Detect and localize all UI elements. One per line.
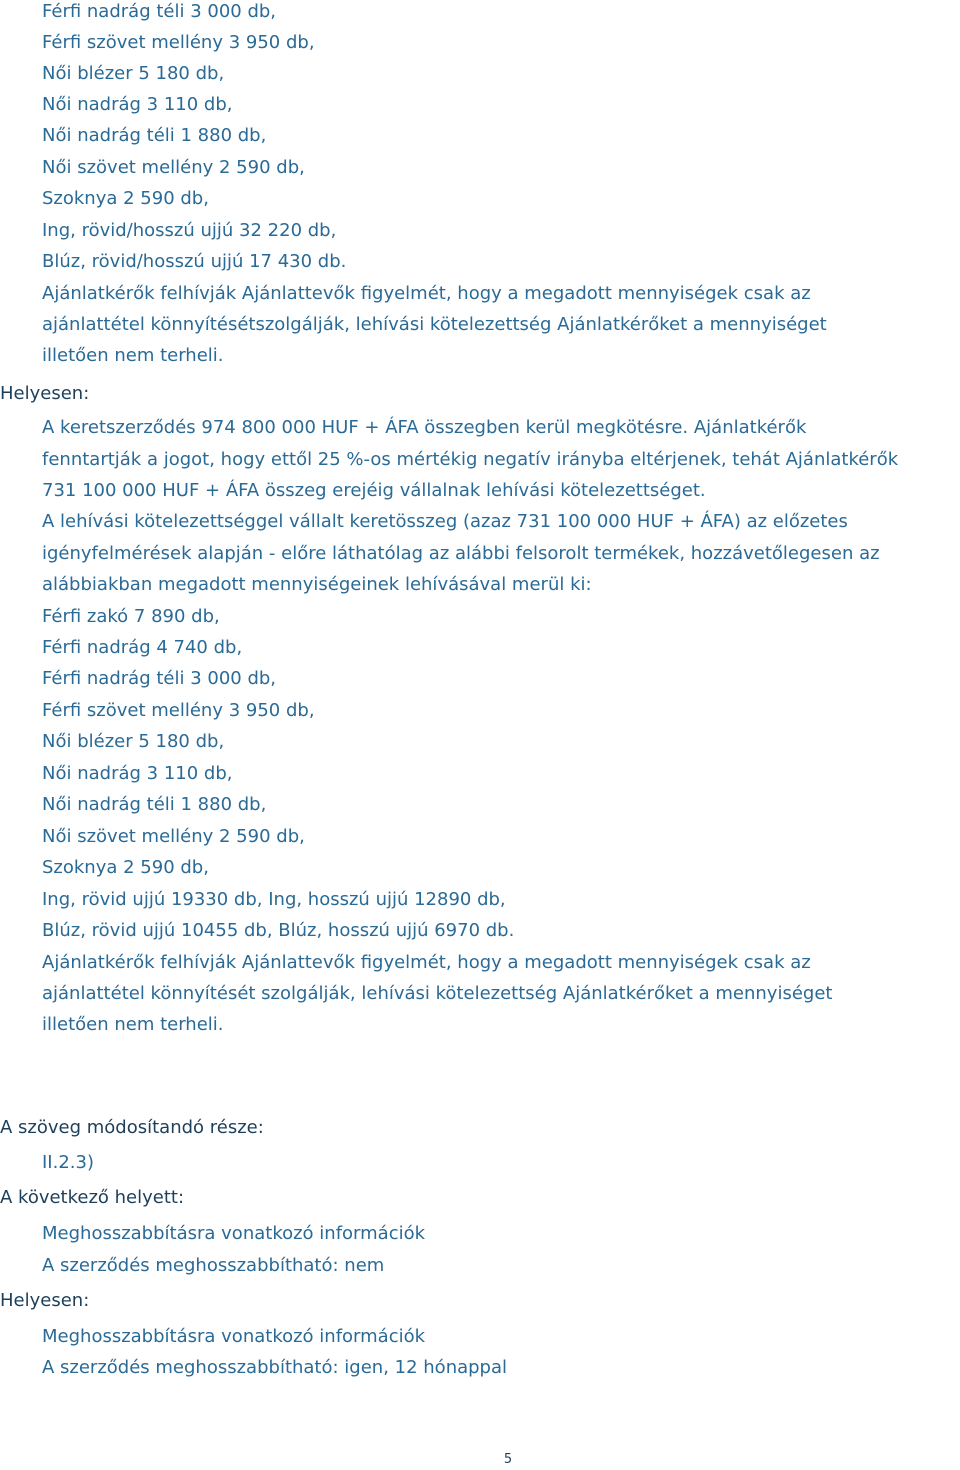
correct-line: A szerződés meghosszabbítható: igen, 12 hónappal [42, 1357, 508, 1378]
notice-line: Ajánlatkérők felhívják Ajánlattevők figyelmét, hogy a megadott mennyiségek csak az [42, 283, 811, 304]
section-label-modify: A szöveg módosítandó része: [0, 1117, 264, 1138]
paragraph-line: igényfelmérések alapján - előre láthatólag az alábbi felsorolt termékek, hozzávetőlegesen az [42, 543, 880, 564]
list-item: Férfi szövet mellény 3 950 db, [42, 700, 315, 721]
list-item: Blúz, rövid ujjú 10455 db, Blúz, hosszú ujjú 6970 db. [42, 920, 515, 941]
list-item: Férfi zakó 7 890 db, [42, 606, 220, 627]
list-item: Blúz, rövid/hosszú ujjú 17 430 db. [42, 251, 347, 272]
instead-line: Meghosszabbításra vonatkozó információk [42, 1223, 426, 1244]
list-item: Szoknya 2 590 db, [42, 857, 209, 878]
notice-line: Ajánlatkérők felhívják Ajánlattevők figyelmét, hogy a megadott mennyiségek csak az [42, 952, 811, 973]
list-item: Ing, rövid/hosszú ujjú 32 220 db, [42, 220, 337, 241]
paragraph-line: fenntartják a jogot, hogy ettől 25 %-os mértékig negatív irányba eltérjenek, tehát Ajánlatkérők [42, 449, 899, 470]
paragraph-line: A keretszerződés 974 800 000 HUF + ÁFA összegben kerül megkötésre. Ajánlatkérők [42, 417, 807, 438]
notice-line: illetően nem terheli. [42, 345, 224, 366]
list-item: Ing, rövid ujjú 19330 db, Ing, hosszú ujjú 12890 db, [42, 889, 506, 910]
list-item: Férfi nadrág téli 3 000 db, [42, 668, 277, 689]
section-label-correct: Helyesen: [0, 383, 90, 404]
correct-line: Meghosszabbításra vonatkozó információk [42, 1326, 426, 1347]
instead-line: A szerződés meghosszabbítható: nem [42, 1255, 385, 1276]
list-item: Férfi szövet mellény 3 950 db, [42, 32, 315, 53]
list-item: Női nadrág téli 1 880 db, [42, 125, 267, 146]
notice-line: ajánlattétel könnyítését szolgálják, lehívási kötelezettség Ajánlatkérőket a mennyiséget [42, 983, 833, 1004]
list-item: Női blézer 5 180 db, [42, 731, 225, 752]
list-item: Női nadrág 3 110 db, [42, 763, 233, 784]
paragraph-line: alábbiakban megadott mennyiségeinek lehívásával merül ki: [42, 574, 592, 595]
notice-line: illetően nem terheli. [42, 1014, 224, 1035]
notice-line: ajánlattétel könnyítésétszolgálják, lehívási kötelezettség Ajánlatkérőket a mennyiséget [42, 314, 827, 335]
list-item: Női nadrág téli 1 880 db, [42, 794, 267, 815]
list-item: Férfi nadrág téli 3 000 db, [42, 1, 277, 22]
list-item: Női szövet mellény 2 590 db, [42, 157, 305, 178]
list-item: Szoknya 2 590 db, [42, 188, 209, 209]
section-reference: II.2.3) [42, 1152, 94, 1173]
list-item: Női nadrág 3 110 db, [42, 94, 233, 115]
list-item: Női blézer 5 180 db, [42, 63, 225, 84]
section-label-instead: A következő helyett: [0, 1187, 185, 1208]
section-label-correct: Helyesen: [0, 1290, 90, 1311]
paragraph-line: A lehívási kötelezettséggel vállalt keretösszeg (azaz 731 100 000 HUF + ÁFA) az előzetes [42, 511, 848, 532]
paragraph-line: 731 100 000 HUF + ÁFA összeg erejéig vállalnak lehívási kötelezettséget. [42, 480, 706, 501]
list-item: Női szövet mellény 2 590 db, [42, 826, 305, 847]
page-number: 5 [503, 1452, 513, 1467]
list-item: Férfi nadrág 4 740 db, [42, 637, 243, 658]
